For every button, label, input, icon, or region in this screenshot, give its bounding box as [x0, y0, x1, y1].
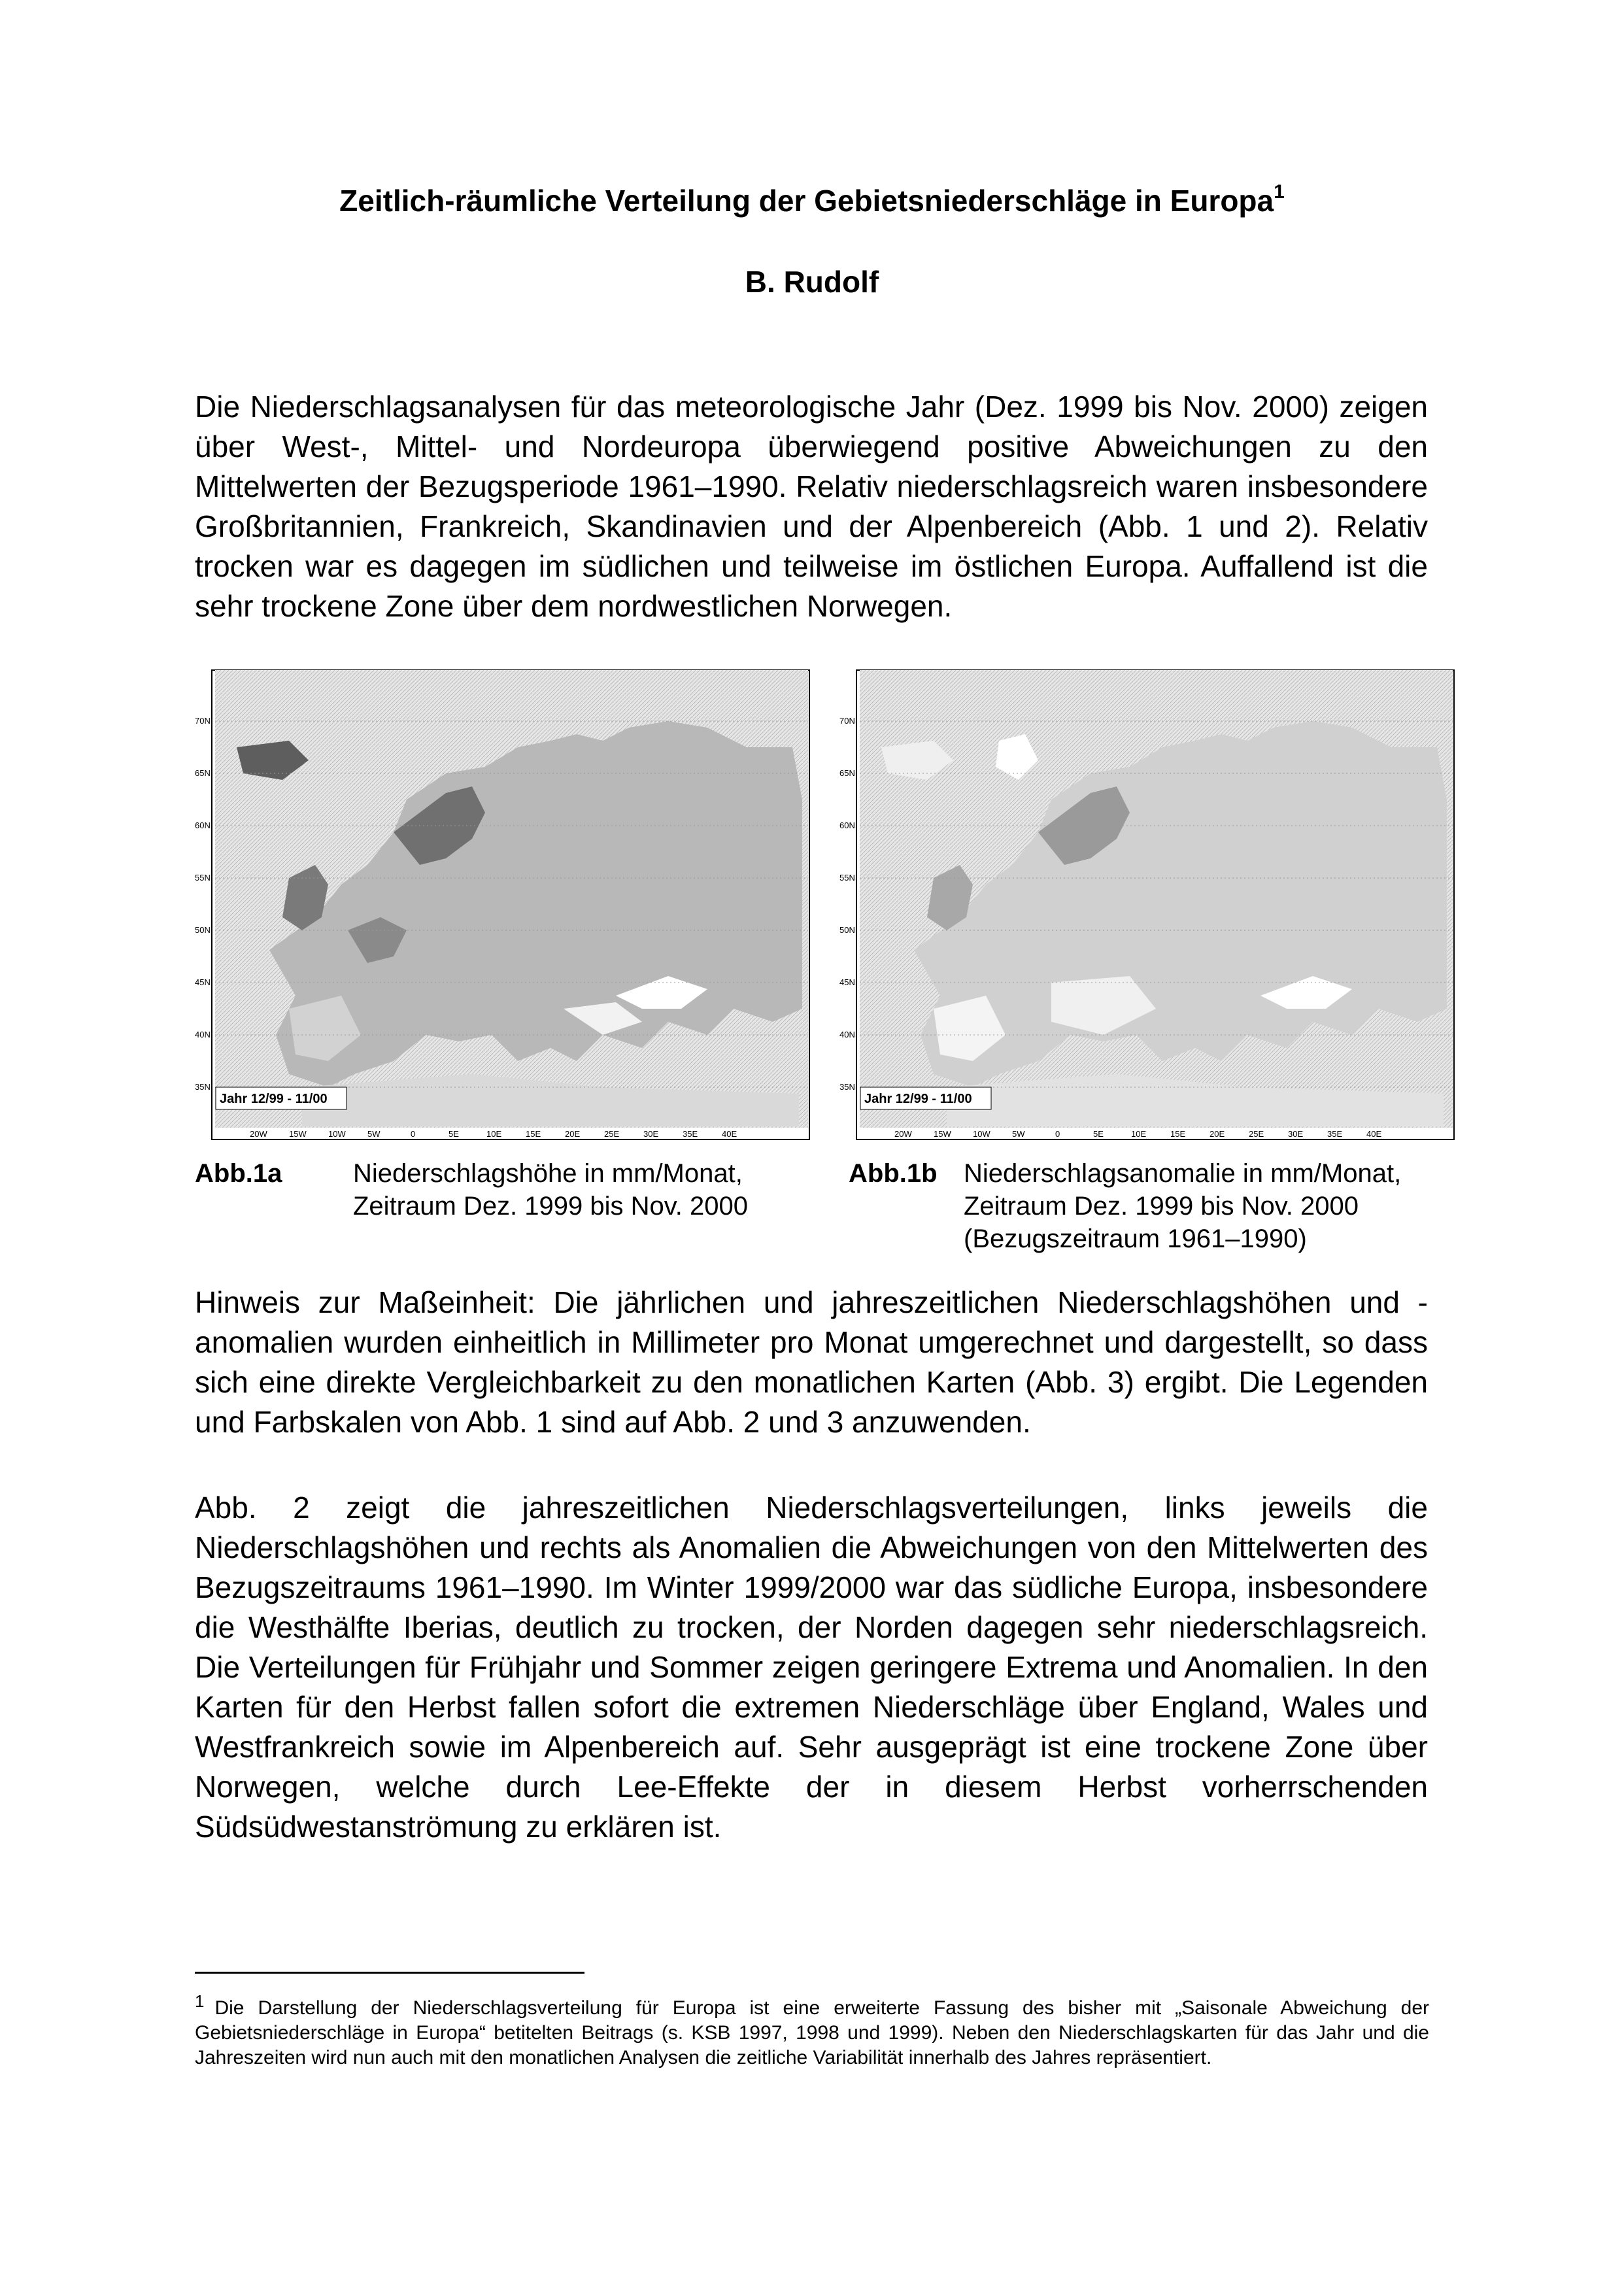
author: B. Rudolf	[745, 265, 879, 299]
paragraph-seasonal: Abb. 2 zeigt die jahreszeitlichen Niederschlagsverteilungen, links jeweils die Niederschlagshöhen und rechts als Anomalien die Abweichungen von den Mittelwerten des Bezugszeitraums 1961–1990. Im Winter 1999/2000 war das südliche Europa, insbesondere die Westhälfte Iberias, deutlich zu trocken, der Norden dagegen sehr niederschlagsreich. Die Verteilungen für Frühjahr und Sommer zeigen geringere Extrema und Anomalien. In den Karten für den Herbst fallen sofort die extremen Niederschläge über England, Wales und Westfrankreich sowie im Alpenbereich auf. Sehr ausgeprägt ist eine trockene Zone über Norwegen, welche durch Lee-Effekte der in diesem Herbst vorherrschenden Südsüdwestanströmung zu erklären ist.	[195, 1491, 1428, 1844]
footnote-mark: 1	[195, 1991, 205, 2011]
lon-tick: 10W	[973, 1129, 990, 1139]
lon-tick: 10E	[1131, 1129, 1147, 1139]
figure-1b-caption: Niederschlagsanomalie in mm/Monat, Zeitraum Dez. 1999 bis Nov. 2000 (Bezugszeitraum 1961–1990)	[964, 1159, 1402, 1253]
lat-tick: 70N	[839, 716, 855, 726]
lon-tick: 15E	[1170, 1129, 1186, 1139]
paragraph-intro: Die Niederschlagsanalysen für das meteorologische Jahr (Dez. 1999 bis Nov. 2000) zeigen über West-, Mittel- und Nordeuropa überwiegend positive Abweichungen zu den Mittelwerten der Bezugsperiode 1961–1990. Relativ niederschlagsreich waren insbesondere Großbritannien, Frankreich, Skandinavien und der Alpenbereich (Abb. 1 und 2). Relativ trocken war es dagegen im südlichen und teilweise im östlichen Europa. Auffallend ist die sehr trockene Zone über dem nordwestlichen Norwegen.	[195, 390, 1428, 623]
lat-tick: 35N	[839, 1082, 855, 1092]
lon-tick: 25E	[1249, 1129, 1264, 1139]
figure-1b-map	[839, 669, 1455, 1141]
lat-tick: 40N	[195, 1030, 211, 1039]
title-text: Zeitlich-räumliche Verteilung der Gebietsniederschläge in Europa	[339, 184, 1274, 218]
lat-tick: 55N	[195, 873, 211, 883]
lon-tick: 15W	[934, 1129, 951, 1139]
lon-tick: 35E	[1327, 1129, 1343, 1139]
lon-tick: 20E	[565, 1129, 581, 1139]
lon-tick: 5W	[367, 1129, 381, 1139]
figure-1a-map	[195, 669, 811, 1141]
lat-tick: 65N	[195, 768, 211, 778]
lat-tick: 65N	[839, 768, 855, 778]
lon-tick: 0	[411, 1129, 416, 1139]
lon-tick: 30E	[1288, 1129, 1304, 1139]
lon-tick: 5E	[1093, 1129, 1104, 1139]
footnote-text: Die Darstellung der Niederschlagsverteilung für Europa ist eine erweiterte Fassung des bisher mit „Saisonale Abweichung der Gebietsniederschläge in Europa“ betitelten Beitrags (s. KSB 1997, 1998 und 1999). Neben den Niederschlagskarten für das Jahr und die Jahreszeiten wird nun auch mit den monatlichen Analysen die zeitliche Variabilität innerhalb des Jahres repräsentiert.	[195, 1997, 1429, 2068]
lon-tick: 5W	[1012, 1129, 1025, 1139]
lat-tick: 60N	[839, 820, 855, 830]
lon-tick: 25E	[604, 1129, 620, 1139]
lat-tick: 45N	[839, 977, 855, 987]
title-footnote-mark: 1	[1274, 180, 1285, 203]
precipitation-map-1b	[839, 669, 1455, 1141]
lat-tick: 40N	[839, 1030, 855, 1039]
lat-tick: 60N	[195, 820, 211, 830]
lon-tick: 10E	[486, 1129, 502, 1139]
map-period-label: Jahr 12/99 - 11/00	[864, 1092, 972, 1106]
lon-tick: 10W	[328, 1129, 346, 1139]
lon-tick: 35E	[683, 1129, 698, 1139]
lat-tick: 45N	[195, 977, 211, 987]
lon-tick: 5E	[448, 1129, 459, 1139]
paragraph-unit-note: Hinweis zur Maßeinheit: Die jährlichen und jahreszeitlichen Niederschlagshöhen und -anomalien wurden einheitlich in Millimeter pro Monat umgerechnet und dargestellt, so dass sich eine direkte Vergleichbarkeit zu den monatlichen Karten (Abb. 3) ergibt. Die Legenden und Farbskalen von Abb. 1 sind auf Abb. 2 und 3 anzuwenden.	[195, 1285, 1428, 1439]
lat-tick: 70N	[195, 716, 211, 726]
lat-tick: 35N	[195, 1082, 211, 1092]
figure-1a-label: Abb.1a	[195, 1159, 282, 1188]
lat-tick: 50N	[839, 925, 855, 935]
document-title	[0, 180, 1624, 218]
lat-tick: 55N	[839, 873, 855, 883]
lon-tick: 20W	[894, 1129, 912, 1139]
figure-1a-caption: Niederschlagshöhe in mm/Monat, Zeitraum Dez. 1999 bis Nov. 2000	[353, 1159, 749, 1221]
lon-tick: 40E	[722, 1129, 737, 1139]
lon-tick: 0	[1055, 1129, 1060, 1139]
lat-tick: 50N	[195, 925, 211, 935]
lon-tick: 20W	[250, 1129, 267, 1139]
precipitation-map-1a	[195, 669, 811, 1141]
map-period-label: Jahr 12/99 - 11/00	[220, 1092, 328, 1106]
lon-tick: 40E	[1366, 1129, 1382, 1139]
lon-tick: 20E	[1210, 1129, 1225, 1139]
lon-tick: 15E	[526, 1129, 541, 1139]
footnote-separator	[195, 1972, 584, 1974]
footnote	[195, 1989, 1429, 2070]
lon-tick: 15W	[289, 1129, 307, 1139]
lon-tick: 30E	[643, 1129, 659, 1139]
figure-1b-label: Abb.1b	[849, 1159, 938, 1188]
